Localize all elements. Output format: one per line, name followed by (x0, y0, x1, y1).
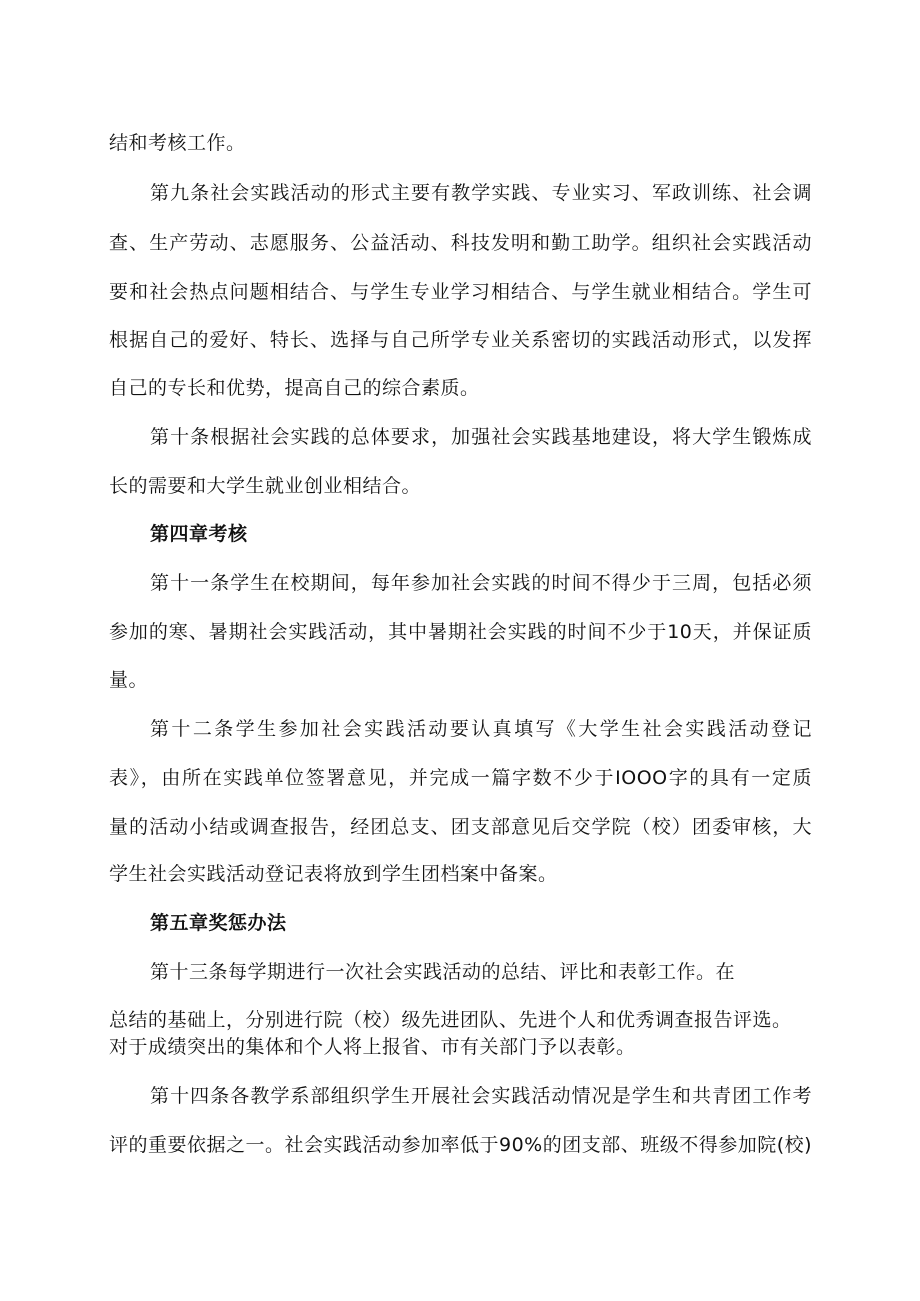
article-13-line: 对于成绩突出的集体和个人将上报省、市有关部门予以表彰。 (109, 1036, 636, 1058)
article-12-line: 表》，由所在实践单位签署意见，并完成一篇字数不少于IOOO字的具有一定质 (109, 767, 812, 789)
article-12-line: 第十二条学生参加社会实践活动要认真填写《大学生社会实践活动登记 (150, 718, 812, 740)
article-14-line: 第十四条各教学系部组织学生开展社会实践活动情况是学生和共青团工作考 (150, 1085, 812, 1107)
article-9-line: 查、生产劳动、志愿服务、公益活动、科技发明和勤工助学。组织社会实践活动 (109, 232, 812, 254)
article-12-line: 量的活动小结或调查报告，经团总支、团支部意见后交学院（校）团委审核，大 (109, 816, 812, 838)
article-11-line: 第十一条学生在校期间，每年参加社会实践的时间不得少于三周，包括必须 (150, 572, 812, 594)
article-11-line: 量。 (109, 669, 149, 691)
article-14-line: 评的重要依据之一。社会实践活动参加率低于90%的团支部、班级不得参加院(校) (109, 1134, 813, 1156)
chapter-5-heading: 第五章奖惩办法 (150, 912, 287, 934)
article-12-line: 学生社会实践活动登记表将放到学生团档案中备案。 (109, 863, 558, 885)
article-13-line: 总结的基础上，分别进行院（校）级先进团队、先进个人和优秀调查报告评选。 (109, 1009, 792, 1031)
article-11-line: 参加的寒、暑期社会实践活动，其中暑期社会实践的时间不少于10天，并保证质 (109, 621, 812, 643)
chapter-4-heading: 第四章考核 (150, 523, 248, 545)
article-9-line: 根据自己的爱好、特长、选择与自己所学专业关系密切的实践活动形式，以发挥 (109, 329, 812, 351)
article-9-line: 自己的专长和优势，提高自己的综合素质。 (109, 377, 480, 399)
article-10-line: 第十条根据社会实践的总体要求，加强社会实践基地建设，将大学生锻炼成 (150, 426, 812, 448)
article-10-line: 长的需要和大学生就业创业相结合。 (109, 475, 422, 497)
article-9-line: 第九条社会实践活动的形式主要有教学实践、专业实习、军政训练、社会调 (150, 182, 812, 204)
article-9-line: 要和社会热点问题相结合、与学生专业学习相结合、与学生就业相结合。学生可 (109, 281, 812, 303)
article-13-line: 第十三条每学期进行一次社会实践活动的总结、评比和表彰工作。在 (150, 961, 736, 983)
paragraph-line: 结和考核工作。 (109, 132, 246, 154)
